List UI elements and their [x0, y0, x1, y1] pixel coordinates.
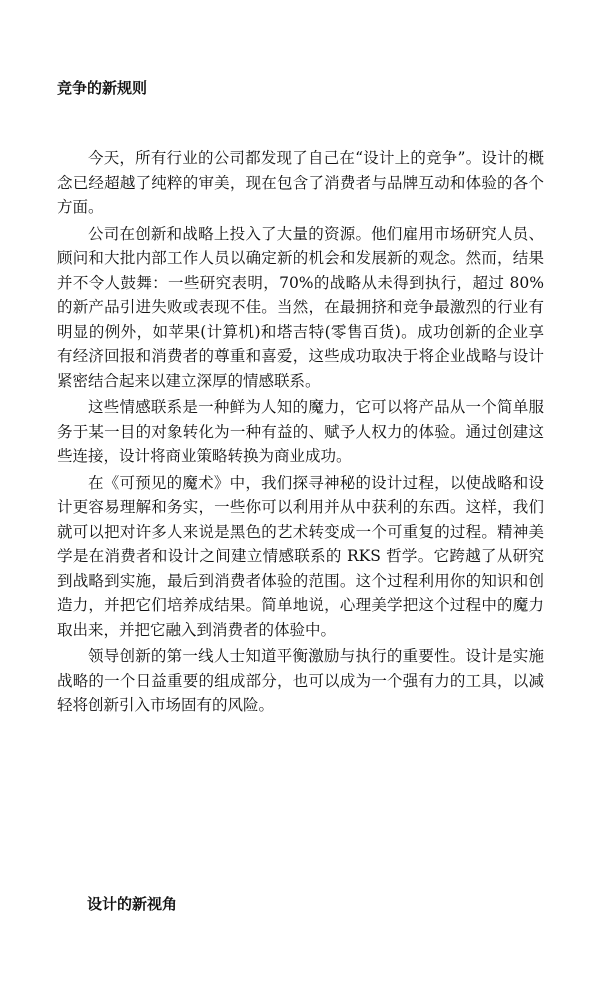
- section-title: 竞争的新规则: [57, 79, 148, 97]
- paragraph: 这些情感联系是一种鲜为人知的魔力，它可以将产品从一个简单服务于某一目的对象转化为一种有益的、赋予人权力的体验。通过创建这些连接，设计将商业策略转换为商业成功。: [57, 398, 544, 465]
- paragraph: 领导创新的第一线人士知道平衡激励与执行的重要性。设计是实施战略的一个日益重要的组成部分，也可以成为一个强有力的工具，以减轻将创新引入市场固有的风险。: [57, 647, 544, 714]
- paragraph: 公司在创新和战略上投入了大量的资源。他们雇用市场研究人员、顾问和大批内部工作人员以确定新的机会和发展新的观念。然而，结果并不令人鼓舞：一些研究表明，70%的战略从未得到执行，超过 80%的新产品引进失败或表现不佳。当然，在最拥挤和竞争最激烈的行业有明显的例外，如苹果(计算机)和塔吉特(零售百货)。成功创新的企业享有经济回报和消费者的尊重和喜爱，这些成功取决于将企业战略与设计紧密结合起来以建立深厚的情感联系。: [57, 224, 544, 390]
- body-text: [57, 146, 544, 720]
- paragraph: 今天，所有行业的公司都发现了自己在“设计上的竞争”。设计的概念已经超越了纯粹的审美，现在包含了消费者与品牌互动和体验的各个方面。: [57, 149, 544, 216]
- paragraph: 在《可预见的魔术》中，我们探寻神秘的设计过程，以使战略和设计更容易理解和务实，一些你可以利用并从中获利的东西。这样，我们就可以把对许多人来说是黑色的艺术转变成一个可重复的过程。精神美学是在消费者和设计之间建立情感联系的 RKS 哲学。它跨越了从研究到战略到实施，最后到消费者体验的范围。这个过程利用你的知识和创造力，并把它们培养成结果。简单地说，心理美学把这个过程中的魔力取出来，并把它融入到消费者的体验中。: [57, 473, 544, 639]
- next-section-title: 设计的新视角: [87, 895, 178, 913]
